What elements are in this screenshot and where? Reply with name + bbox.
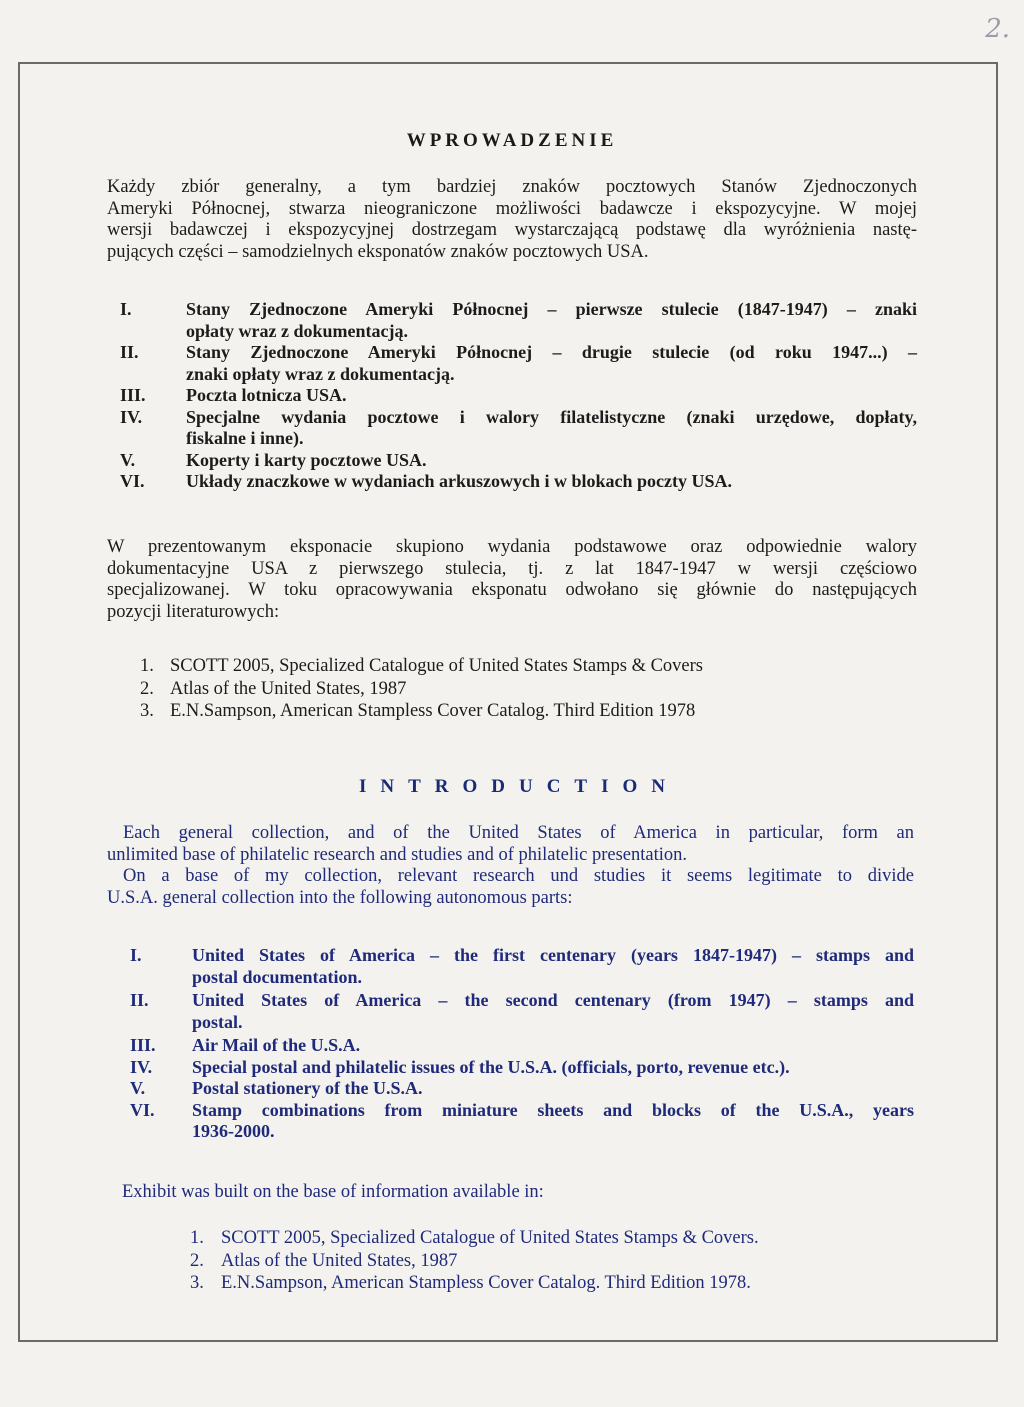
polish-part-item [120, 450, 917, 472]
english-exhibit-line: Exhibit was built on the base of information available in: [122, 1182, 544, 1202]
part-number: I. [130, 945, 142, 965]
part-text-line: Stany Zjednoczone Ameryki Północnej – drugie stulecie (od roku 1947...) – [186, 342, 917, 362]
part-number: II. [120, 342, 139, 362]
polish-part-item [120, 471, 917, 493]
reference-text: SCOTT 2005, Specialized Catalogue of United States Stamps & Covers [170, 656, 704, 676]
part-text-line: Specjalne wydania pocztowe i walory filatelistyczne (znaki urzędowe, dopłaty, [186, 406, 917, 427]
part-text-line: Postal stationery of the U.S.A. [192, 1078, 423, 1098]
polish-part-item [120, 385, 917, 407]
part-text-line: Układy znaczkowe w wydaniach arkuszowych i w blokach poczty USA. [186, 471, 733, 491]
part-text-line: fiskalne i inne). [186, 428, 304, 448]
english-part-item [130, 1078, 914, 1100]
polish-intro-line: Każdy zbiór generalny, a tym bardziej znaków pocztowych Stanów Zjednoczonych [107, 177, 917, 197]
part-text-line: Stamp combinations from miniature sheets and blocks of the U.S.A., years [192, 1099, 914, 1120]
english-heading: INTRODUCTION [358, 776, 680, 797]
part-number: V. [130, 1078, 146, 1098]
reference-text: E.N.Sampson, American Stampless Cover Catalog. Third Edition 1978 [170, 701, 696, 721]
part-number: IV. [120, 406, 143, 427]
polish-exhibit-line: dokumentacyjne USA z pierwszego stulecia, tj. z lat 1847-1947 w wersji częściowo [107, 558, 917, 579]
english-part-item [130, 1100, 914, 1143]
polish-exhibit-line: W prezentowanym eksponacie skupiono wydania podstawowe oraz odpowiednie walory [107, 537, 917, 557]
reference-text: Atlas of the United States, 1987 [170, 678, 407, 699]
page-number: 2. [985, 14, 1010, 44]
reference-number: 3. [190, 1273, 204, 1293]
english-intro-line: unlimited base of philatelic research and studies and of philatelic presentation. [107, 844, 687, 865]
part-text-line: United States of America – the second centenary (from 1947) – stamps and [192, 990, 914, 1010]
polish-reference-item [140, 655, 900, 678]
part-number: VI. [120, 471, 145, 491]
part-number: VI. [130, 1099, 155, 1120]
english-reference-item [190, 1250, 910, 1273]
part-number: IV. [130, 1056, 153, 1077]
polish-heading: WPROWADZENIE [406, 130, 618, 151]
reference-text: Atlas of the United States, 1987 [221, 1250, 458, 1271]
english-reference-item [190, 1227, 910, 1250]
polish-part-item [120, 407, 917, 450]
polish-intro-line: wersji badawczej i ekspozycyjnej dostrzegam wystarczającą podstawę dla wyróżnienia nastę- [107, 220, 917, 240]
part-text-line: Special postal and philatelic issues of the U.S.A. (officials, porto, revenue etc.). [192, 1056, 790, 1077]
english-intro-line: On a base of my collection, relevant research und studies it seems legitimate to divide [123, 866, 914, 886]
reference-number: 1. [190, 1228, 204, 1248]
part-number: III. [130, 1035, 156, 1055]
part-text-line: United States of America – the first centenary (years 1847-1947) – stamps and [192, 945, 914, 965]
reference-number: 3. [140, 701, 154, 721]
part-text-line: Poczta lotnicza USA. [186, 385, 347, 405]
polish-intro-line: Ameryki Północnej, stwarza nieograniczone możliwości badawcze i ekspozycyjne. W mojej [107, 198, 917, 219]
polish-references-list [140, 655, 900, 723]
english-exhibit-paragraph [122, 1182, 912, 1204]
english-part-item [130, 945, 914, 988]
reference-number: 1. [140, 656, 154, 676]
english-intro-line: U.S.A. general collection into the following autonomous parts: [107, 887, 573, 908]
english-intro-line: Each general collection, and of the United States of America in particular, form an [123, 823, 914, 843]
reference-number: 2. [190, 1250, 204, 1271]
english-references-list [190, 1227, 910, 1295]
part-text-line: Air Mail of the U.S.A. [192, 1035, 361, 1055]
part-number: III. [120, 385, 146, 405]
english-intro-paragraph [107, 823, 914, 909]
english-part-item [130, 990, 914, 1033]
part-text-line: opłaty wraz z dokumentacją. [186, 320, 408, 341]
polish-intro-paragraph [107, 177, 917, 263]
part-text-line: postal. [192, 1011, 243, 1032]
reference-text: E.N.Sampson, American Stampless Cover Catalog. Third Edition 1978. [221, 1273, 751, 1293]
english-part-item [130, 1035, 914, 1057]
polish-reference-item [140, 700, 900, 723]
part-text-line: 1936-2000. [192, 1121, 275, 1141]
english-part-item [130, 1057, 914, 1079]
reference-text: SCOTT 2005, Specialized Catalogue of United States Stamps & Covers. [221, 1228, 759, 1248]
polish-intro-line: pujących części – samodzielnych eksponatów znaków pocztowych USA. [107, 241, 649, 262]
reference-number: 2. [140, 678, 154, 699]
english-parts-list [130, 945, 914, 1143]
polish-parts-list [120, 299, 917, 493]
polish-part-item [120, 342, 917, 385]
part-text-line: Koperty i karty pocztowe USA. [186, 449, 427, 470]
part-text-line: znaki opłaty wraz z dokumentacją. [186, 363, 455, 384]
part-number: I. [120, 299, 132, 319]
english-reference-item [190, 1272, 910, 1295]
part-number: V. [120, 449, 136, 470]
polish-exhibit-line: specjalizowanej. W toku opracowywania eksponatu odwołano się głównie do następujących [107, 580, 917, 600]
polish-exhibit-paragraph [107, 537, 917, 623]
polish-part-item [120, 299, 917, 342]
part-text-line: postal documentation. [192, 966, 363, 987]
part-text-line: Stany Zjednoczone Ameryki Północnej – pierwsze stulecie (1847-1947) – znaki [186, 299, 917, 319]
part-number: II. [130, 990, 149, 1010]
polish-reference-item [140, 678, 900, 701]
polish-exhibit-line: pozycji literaturowych: [107, 601, 280, 622]
